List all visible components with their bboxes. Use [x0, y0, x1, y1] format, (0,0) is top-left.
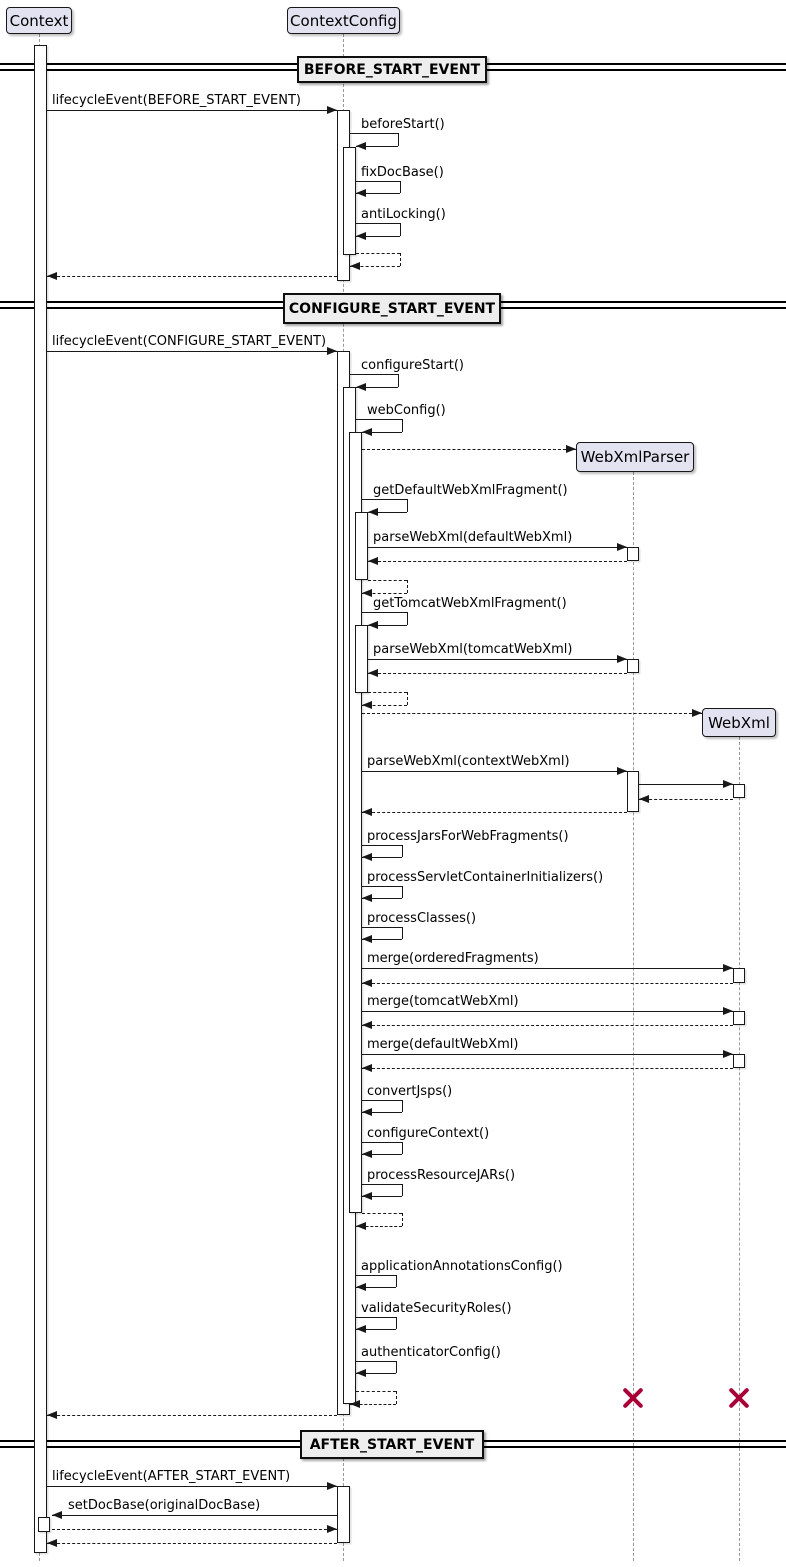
- message-line: [368, 561, 627, 562]
- message-label: merge(orderedFragments): [367, 951, 539, 966]
- message-line: [356, 181, 400, 182]
- activation-bar-context: [38, 1517, 50, 1532]
- arrowhead-icon: [723, 1050, 733, 1058]
- message-label: antiLocking(): [361, 207, 446, 222]
- divider-after-start-event: [300, 1430, 484, 1459]
- message-line: [362, 886, 402, 887]
- message-line: [407, 612, 408, 625]
- arrowhead-icon: [356, 189, 366, 197]
- participant-web-xml-parser: [576, 442, 694, 472]
- activation-bar-webxml: [733, 1054, 745, 1068]
- arrowhead-icon: [362, 894, 372, 902]
- message-line: [396, 1391, 397, 1404]
- arrowhead-icon: [723, 780, 733, 788]
- message-line: [350, 374, 398, 375]
- participant-label: WebXml: [708, 713, 770, 732]
- message-line: [362, 771, 627, 772]
- message-line: [362, 927, 402, 928]
- message-line: [362, 845, 402, 846]
- message-line: [368, 580, 407, 581]
- message-line: [52, 1515, 337, 1516]
- message-line: [356, 419, 402, 420]
- message-line: [362, 1213, 402, 1214]
- arrowhead-icon: [327, 1525, 337, 1533]
- participant-context-config: [287, 7, 400, 34]
- message-line: [362, 1054, 733, 1055]
- message-line: [356, 253, 400, 254]
- message-line: [47, 1543, 337, 1544]
- arrowhead-icon: [362, 589, 372, 597]
- message-line: [396, 1317, 397, 1329]
- arrowhead-icon: [356, 1222, 366, 1230]
- message-line: [362, 1011, 733, 1012]
- message-line: [402, 419, 403, 432]
- message-label: webConfig(): [367, 403, 446, 418]
- message-label: parseWebXml(contextWebXml): [367, 754, 570, 769]
- message-label: authenticatorConfig(): [361, 1345, 501, 1360]
- divider-label: AFTER_START_EVENT: [309, 1436, 475, 1453]
- activation-bar-contextconfig: [337, 1486, 350, 1543]
- arrowhead-icon: [362, 428, 372, 436]
- message-label: processResourceJARs(): [367, 1168, 516, 1183]
- message-label: processServletContainerInitializers(): [367, 870, 604, 885]
- message-line: [402, 1184, 403, 1196]
- message-label: getTomcatWebXmlFragment(): [373, 596, 567, 611]
- arrowhead-icon: [617, 543, 627, 551]
- message-line: [362, 1100, 402, 1101]
- arrowhead-icon: [617, 655, 627, 663]
- arrowhead-icon: [362, 1150, 372, 1158]
- message-line: [47, 276, 337, 277]
- message-line: [398, 374, 399, 387]
- message-line: [362, 612, 407, 613]
- arrowhead-icon: [368, 621, 378, 629]
- arrowhead-icon: [327, 106, 337, 114]
- message-label: applicationAnnotationsConfig(): [361, 1259, 563, 1274]
- message-line: [356, 1391, 396, 1392]
- message-line: [362, 499, 407, 500]
- message-label: configureStart(): [361, 358, 464, 373]
- activation-bar-webxml: [733, 1011, 745, 1025]
- message-line: [350, 133, 398, 134]
- arrowhead-icon: [617, 767, 627, 775]
- arrowhead-icon: [356, 383, 366, 391]
- arrowhead-icon: [356, 1325, 366, 1333]
- message-label: lifecycleEvent(BEFORE_START_EVENT): [52, 93, 301, 108]
- activation-bar-beforestart: [343, 147, 356, 255]
- divider-configure-start-event: [283, 293, 501, 324]
- message-line: [639, 784, 733, 785]
- activation-bar-webxml: [733, 968, 745, 983]
- arrowhead-icon: [723, 1007, 733, 1015]
- arrowhead-icon: [723, 964, 733, 972]
- destroy-x-icon-web-xml-parser: [620, 1385, 646, 1411]
- message-label: configureContext(): [367, 1126, 490, 1141]
- arrowhead-icon: [362, 935, 372, 943]
- message-label: parseWebXml(defaultWebXml): [373, 530, 573, 545]
- message-line: [396, 1275, 397, 1287]
- message-label: processClasses(): [367, 911, 477, 926]
- message-line: [407, 499, 408, 512]
- message-label: lifecycleEvent(CONFIGURE_START_EVENT): [52, 334, 327, 349]
- message-line: [356, 1317, 396, 1318]
- lifeline-web-xml: [739, 737, 740, 1561]
- arrowhead-icon: [47, 1539, 57, 1547]
- message-line: [400, 223, 401, 236]
- arrowhead-icon: [350, 262, 360, 270]
- message-line: [362, 1068, 733, 1069]
- message-line: [52, 1529, 337, 1530]
- arrowhead-icon: [327, 1482, 337, 1490]
- message-line: [400, 181, 401, 193]
- divider-before-start-event: [297, 56, 487, 83]
- message-label: getDefaultWebXmlFragment(): [373, 483, 568, 498]
- message-line: [402, 927, 403, 939]
- message-line: [402, 1142, 403, 1154]
- message-line: [400, 253, 401, 266]
- arrowhead-icon: [368, 557, 378, 565]
- message-line: [47, 1415, 337, 1416]
- message-line: [362, 812, 627, 813]
- arrowhead-icon: [327, 347, 337, 355]
- message-line: [362, 713, 702, 714]
- activation-bar-context: [34, 45, 47, 1553]
- message-label: convertJsps(): [367, 1084, 453, 1099]
- message-label: lifecycleEvent(AFTER_START_EVENT): [52, 1469, 291, 1484]
- arrowhead-icon: [692, 709, 702, 717]
- activation-bar-getdefaultwebxmlfragment: [355, 512, 368, 580]
- message-line: [368, 547, 627, 548]
- message-label: processJarsForWebFragments(): [367, 829, 569, 844]
- activation-bar-gettomcatwebxmlfragment: [355, 625, 368, 693]
- message-line: [362, 1184, 402, 1185]
- message-line: [402, 886, 403, 898]
- arrowhead-icon: [566, 445, 576, 453]
- message-label: fixDocBase(): [361, 165, 444, 180]
- destroy-x-icon-web-xml: [726, 1385, 752, 1411]
- arrowhead-icon: [47, 272, 57, 280]
- message-line: [402, 845, 403, 857]
- message-line: [407, 580, 408, 593]
- arrowhead-icon: [368, 508, 378, 516]
- arrowhead-icon: [362, 1021, 372, 1029]
- divider-label: CONFIGURE_START_EVENT: [288, 300, 496, 317]
- arrowhead-icon: [356, 1369, 366, 1377]
- message-label: setDocBase(originalDocBase): [68, 1498, 261, 1513]
- message-line: [368, 692, 407, 693]
- arrowhead-icon: [368, 669, 378, 677]
- message-line: [362, 1142, 402, 1143]
- message-line: [362, 983, 733, 984]
- message-line: [356, 223, 400, 224]
- arrowhead-icon: [362, 808, 372, 816]
- arrowhead-icon: [362, 979, 372, 987]
- arrowhead-icon: [52, 1511, 62, 1519]
- arrowhead-icon: [362, 701, 372, 709]
- message-line: [402, 1213, 403, 1226]
- message-line: [356, 1361, 396, 1362]
- message-label: merge(defaultWebXml): [367, 1037, 519, 1052]
- arrowhead-icon: [362, 1192, 372, 1200]
- arrowhead-icon: [362, 1108, 372, 1116]
- arrowhead-icon: [356, 232, 366, 240]
- arrowhead-icon: [350, 1400, 360, 1408]
- message-line: [362, 1025, 733, 1026]
- message-label: beforeStart(): [361, 117, 445, 132]
- message-line: [362, 968, 733, 969]
- message-line: [368, 673, 627, 674]
- message-label: merge(tomcatWebXml): [367, 994, 519, 1009]
- message-line: [407, 692, 408, 705]
- message-line: [368, 659, 627, 660]
- message-line: [47, 351, 337, 352]
- participant-label: Context: [9, 11, 69, 30]
- message-label: validateSecurityRoles(): [361, 1301, 512, 1316]
- activation-bar-webxmlparser: [627, 659, 639, 673]
- message-label: parseWebXml(tomcatWebXml): [373, 642, 573, 657]
- arrowhead-icon: [362, 853, 372, 861]
- message-line: [356, 1275, 396, 1276]
- message-line: [362, 449, 576, 450]
- activation-bar-webxmlparser: [627, 771, 639, 812]
- arrowhead-icon: [356, 142, 366, 150]
- divider-label: BEFORE_START_EVENT: [303, 61, 481, 78]
- arrowhead-icon: [356, 1283, 366, 1291]
- activation-bar-webxml: [733, 784, 745, 798]
- message-line: [396, 1361, 397, 1373]
- participant-web-xml: [702, 708, 776, 737]
- message-line: [402, 1100, 403, 1112]
- message-line: [639, 799, 733, 800]
- message-line: [47, 1486, 337, 1487]
- arrowhead-icon: [362, 1064, 372, 1072]
- participant-label: WebXmlParser: [580, 448, 690, 466]
- message-line: [398, 133, 399, 146]
- message-line: [47, 110, 337, 111]
- arrowhead-icon: [47, 1411, 57, 1419]
- arrowhead-icon: [639, 795, 649, 803]
- participant-context: [6, 7, 72, 34]
- activation-bar-webxmlparser: [627, 547, 639, 561]
- participant-label: ContextConfig: [290, 11, 397, 30]
